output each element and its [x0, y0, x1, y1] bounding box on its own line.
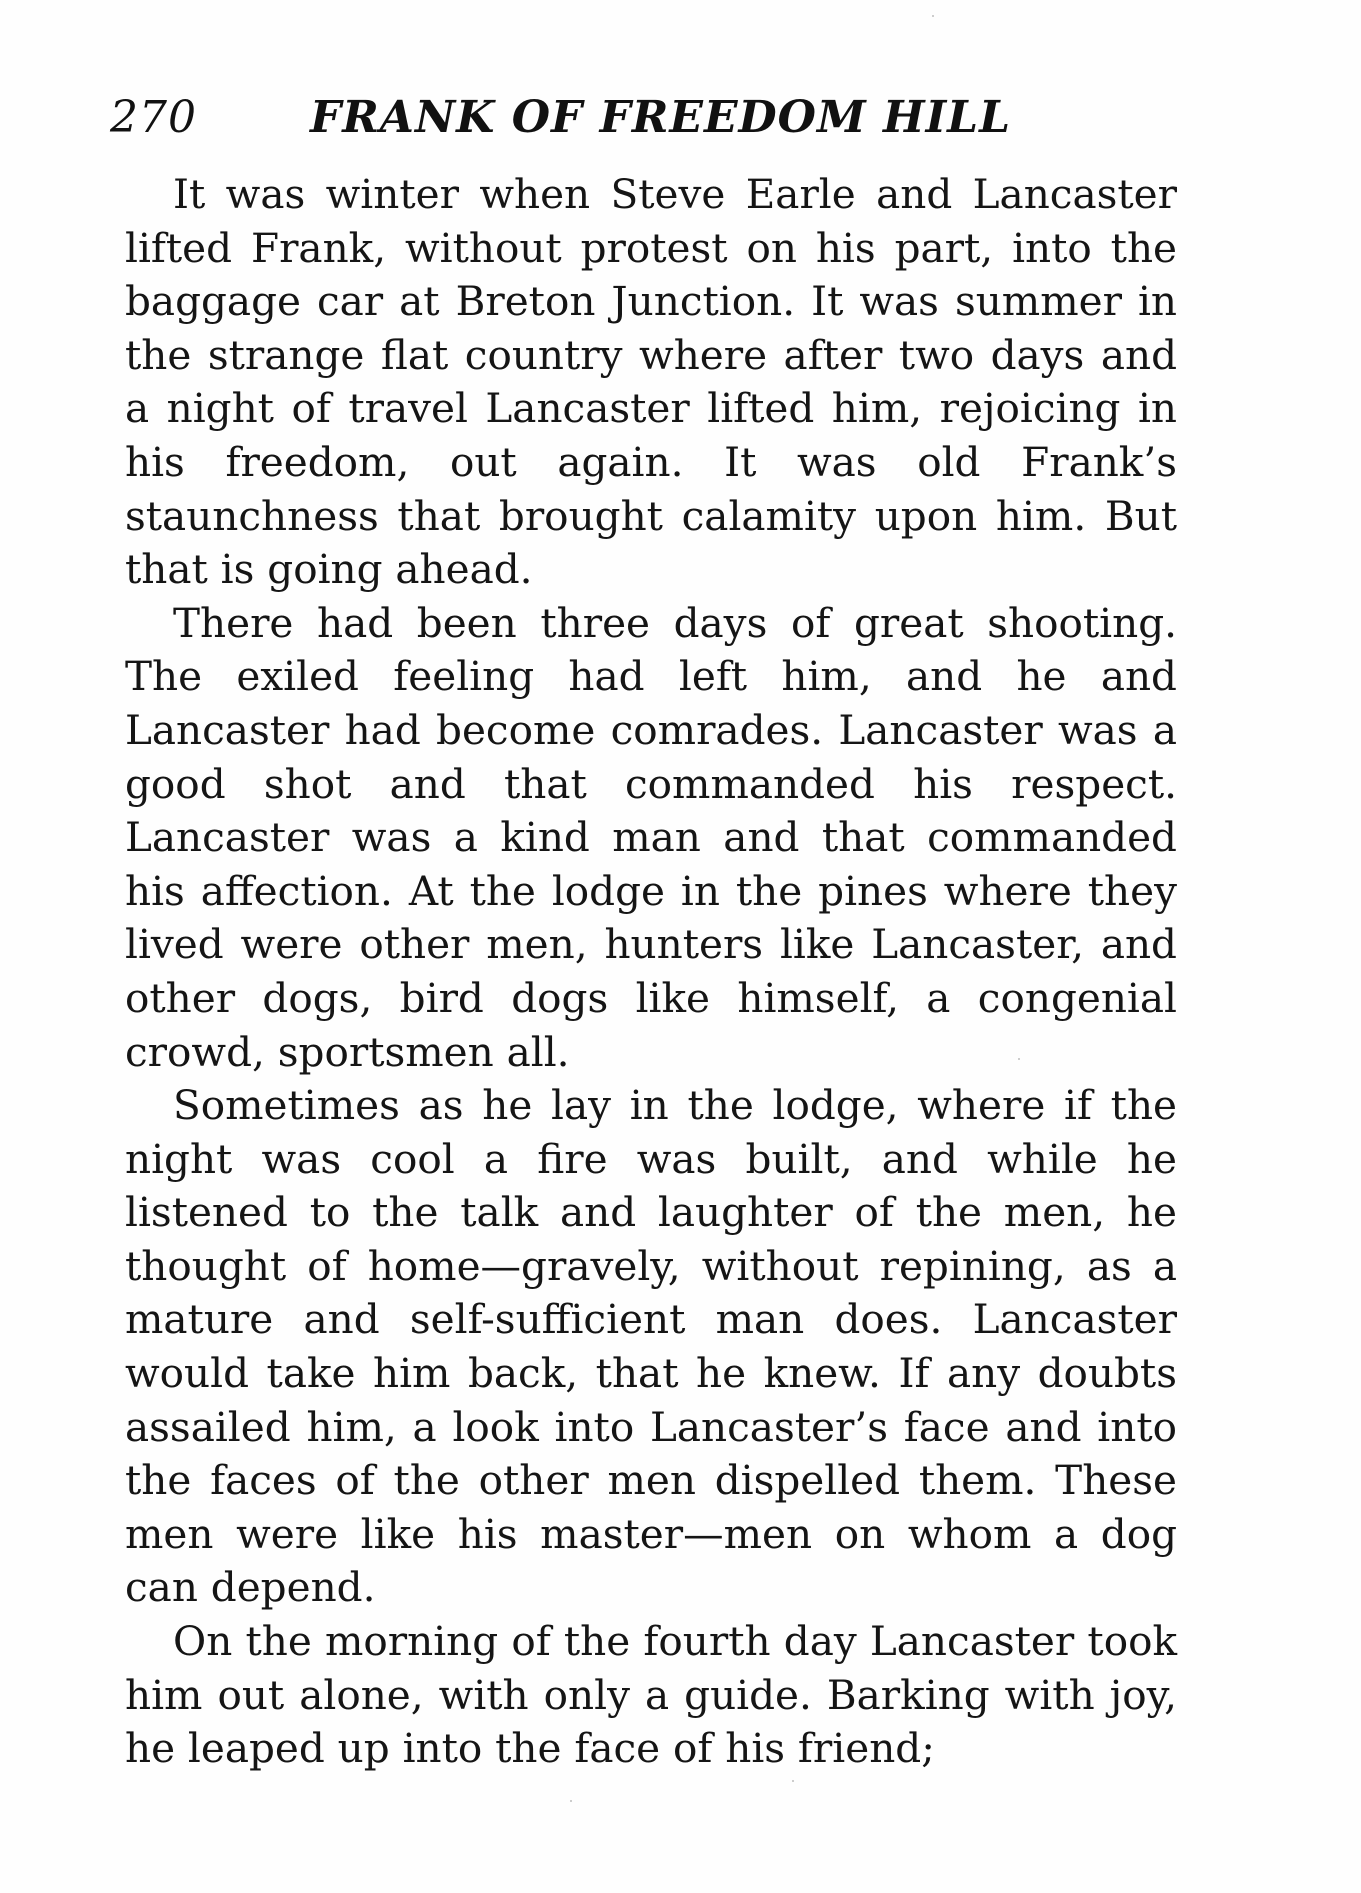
running-title: FRANK OF FREEDOM HILL: [310, 92, 1012, 143]
body-text: [125, 168, 1177, 1776]
paper-speck: [1018, 1058, 1020, 1060]
paragraph-2: There had been three days of great shooting. The exiled feeling had left him, and he and Lancaster had become comrades. Lancaster was a good shot and that commanded his respect. Lancaster was a kind man and that commanded his affection. At the lodge in the pines where they lived were other men, hunters like Lancaster, and other dogs, bird dogs like himself, a congenial crowd, sportsmen all.: [125, 598, 1177, 1076]
running-head: [110, 88, 1170, 148]
paragraph-1: It was winter when Steve Earle and Lancaster lifted Frank, without protest on his part, into the baggage car at Breton Junction. It was summer in the strange flat country where after two days and a night of travel Lancaster lifted him, rejoicing in his freedom, out again. It was old Frank’s staunchness that brought calamity upon him. But that is going ahead.: [125, 170, 1177, 594]
paper-speck: [792, 1780, 794, 1782]
paragraph-4: On the morning of the fourth day Lancaster took him out alone, with only a guide. Barking with joy, he leaped up into the face of his friend;: [125, 1617, 1177, 1773]
paper-speck: [570, 1800, 572, 1802]
paper-speck: [932, 15, 934, 17]
paragraph-3: Sometimes as he lay in the lodge, where if the night was cool a fire was built, and while he listened to the talk and laughter of the men, he thought of home—gravely, without repining, as a mature and self-sufficient man does. Lancaster would take him back, that he knew. If any doubts assailed him, a look into Lancaster’s face and into the faces of the other men dispelled them. These men were like his master—men on whom a dog can depend.: [125, 1081, 1177, 1612]
page-number: 270: [110, 92, 197, 143]
